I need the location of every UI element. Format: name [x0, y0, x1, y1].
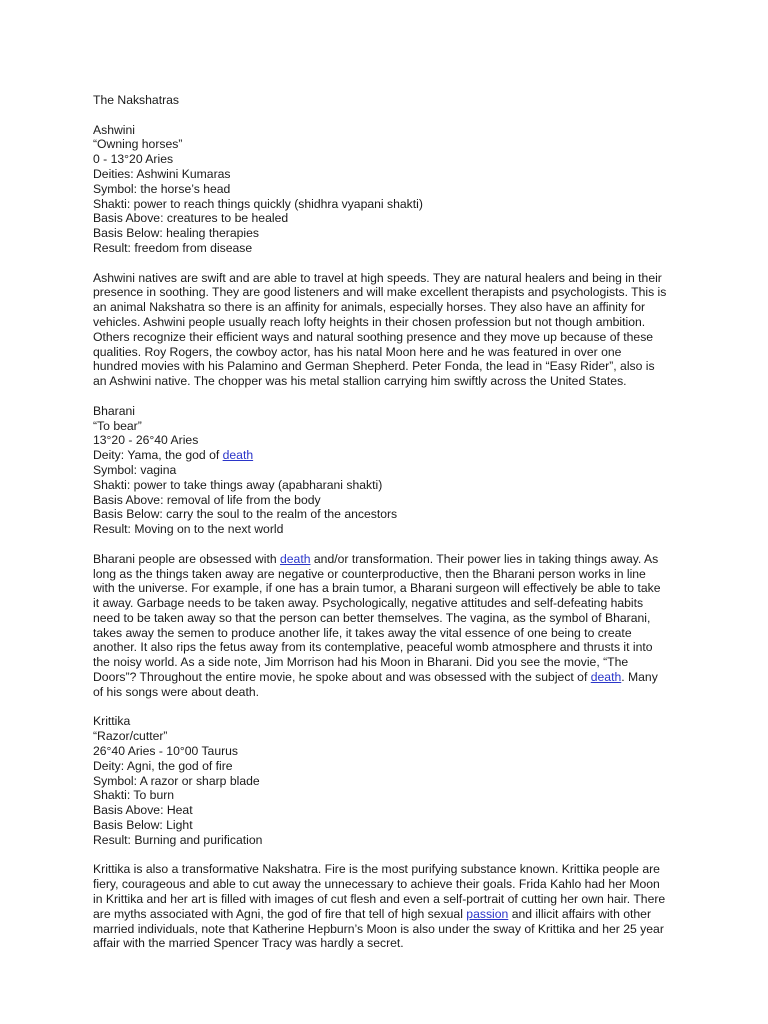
nakshatra-basis-above: Basis Above: removal of life from the body: [93, 492, 321, 507]
paragraph-text: Bharani people are obsessed with: [93, 551, 280, 566]
nakshatra-paragraph: Ashwini natives are swift and are able to travel at high speeds. They are natural healers and being in their presence in soothing. They are good listeners and will make excellent therapists and psychologists. This is an animal Nakshatra so there is an affinity for animals, especially horses. They also have an affinity for vehicles. Ashwini people usually reach lofty heights in their chosen profession but not though ambition. Others recognize their efficient ways and natural soothing presence and they move up because of these qualities. Roy Rogers, the cowboy actor, has his natal Moon here and he was featured in over one hundred movies with his Palamino and German Shepherd. Peter Fonda, the lead in “Easy Rider”, also is an Ashwini native. The chopper was his metal stallion carrying him swiftly across the United States.: [93, 270, 667, 389]
nakshatra-shakti: Shakti: To burn: [93, 788, 175, 803]
spacer: [93, 389, 668, 404]
nakshatra-deities: Deities: Ashwini Kumaras: [93, 166, 231, 181]
spacer: [93, 108, 668, 123]
nakshatra-range: 26°40 Aries - 10°00 Taurus: [93, 744, 239, 759]
section-bharani: [93, 404, 668, 715]
nakshatra-result: Result: Burning and purification: [93, 832, 263, 847]
document-title: The Nakshatras: [93, 93, 180, 107]
nakshatra-symbol: Symbol: vagina: [93, 462, 177, 477]
nakshatra-name: Ashwini: [93, 122, 135, 137]
spacer: [93, 700, 668, 715]
paragraph-text: . Many of his songs were about death.: [93, 670, 658, 699]
nakshatra-symbol: Symbol: A razor or sharp blade: [93, 773, 260, 788]
nakshatra-result: Result: freedom from disease: [93, 240, 253, 255]
nakshatra-deity: [93, 448, 668, 463]
nakshatra-range: 0 - 13°20 Aries: [93, 152, 174, 167]
spacer: [93, 537, 668, 552]
paragraph-text: and/or transformation. Their power lies in taking things away. As long as the things taken away are negative or counterproductive, then the Bharani person works in line with the universe. For example, if one has a brain tumor, a Bharani surgeon will effectively be able to take it away. Garbage needs to be taken away. Psychologically, negative attitudes and self-defeating habits need to be taken away so that the person can better themselves. The vagina, as the symbol of Bharani, takes away the semen to produce another life, it takes away the vital essence of one being to create another. It also rips the fetus away from its contemplative, peaceful womb atmosphere and thrusts it into the noisy world. As a side note, Jim Morrison had his Moon in Bharani. Did you see the movie, “The Doors”? Throughout the entire movie, he spoke about and was obsessed with the subject of: [93, 551, 661, 685]
nakshatra-paragraph: [93, 552, 668, 700]
section-krittika: [93, 714, 668, 951]
nakshatra-shakti: Shakti: power to reach things quickly (shidhra vyapani shakti): [93, 196, 423, 211]
nakshatra-meaning: “To bear”: [93, 418, 142, 433]
document-page: [93, 93, 668, 951]
passion-link[interactable]: passion: [466, 906, 509, 921]
spacer: [93, 256, 668, 271]
death-link[interactable]: death: [280, 551, 311, 566]
death-link[interactable]: death: [222, 448, 254, 463]
nakshatra-basis-below: Basis Below: carry the soul to the realm of the ancestors: [93, 507, 398, 522]
nakshatra-meaning: “Owning horses”: [93, 137, 183, 152]
nakshatra-basis-below: Basis Below: healing therapies: [93, 226, 259, 241]
nakshatra-basis-above: Basis Above: Heat: [93, 803, 193, 818]
nakshatra-range: 13°20 - 26°40 Aries: [93, 433, 199, 448]
section-ashwini: [93, 123, 668, 404]
paragraph-text: Krittika is also a transformative Nakshatra. Fire is the most purifying substance known. Krittika people are fiery, courageous and able to cut away the unnecessary to achieve their goals. Frida Kahlo had her Moon in Krittika and her art is filled with images of cut flesh and even a self-portrait of cutting her own hair. There are myths associated with Agni, the god of fire that tell of high sexual: [93, 862, 666, 921]
nakshatra-name: Bharani: [93, 403, 136, 418]
deity-text: Deity: Yama, the god of: [93, 448, 223, 463]
nakshatra-basis-below: Basis Below: Light: [93, 818, 193, 833]
nakshatra-paragraph: [93, 862, 668, 951]
nakshatra-symbol: Symbol: the horse’s head: [93, 181, 231, 196]
nakshatra-result: Result: Moving on to the next world: [93, 522, 284, 537]
nakshatra-name: Krittika: [93, 714, 131, 729]
nakshatra-shakti: Shakti: power to take things away (apabharani shakti): [93, 477, 383, 492]
nakshatra-meaning: “Razor/cutter”: [93, 729, 168, 744]
nakshatra-deity: Deity: Agni, the god of fire: [93, 758, 233, 773]
spacer: [93, 848, 668, 863]
paragraph-text: and illicit affairs with other married individuals, note that Katherine Hepburn’s Moon is also under the sway of Krittika and her 25 year affair with the married Spencer Tracy was hardly a secret.: [93, 906, 664, 951]
nakshatra-basis-above: Basis Above: creatures to be healed: [93, 211, 289, 226]
death-link[interactable]: death: [590, 670, 622, 685]
